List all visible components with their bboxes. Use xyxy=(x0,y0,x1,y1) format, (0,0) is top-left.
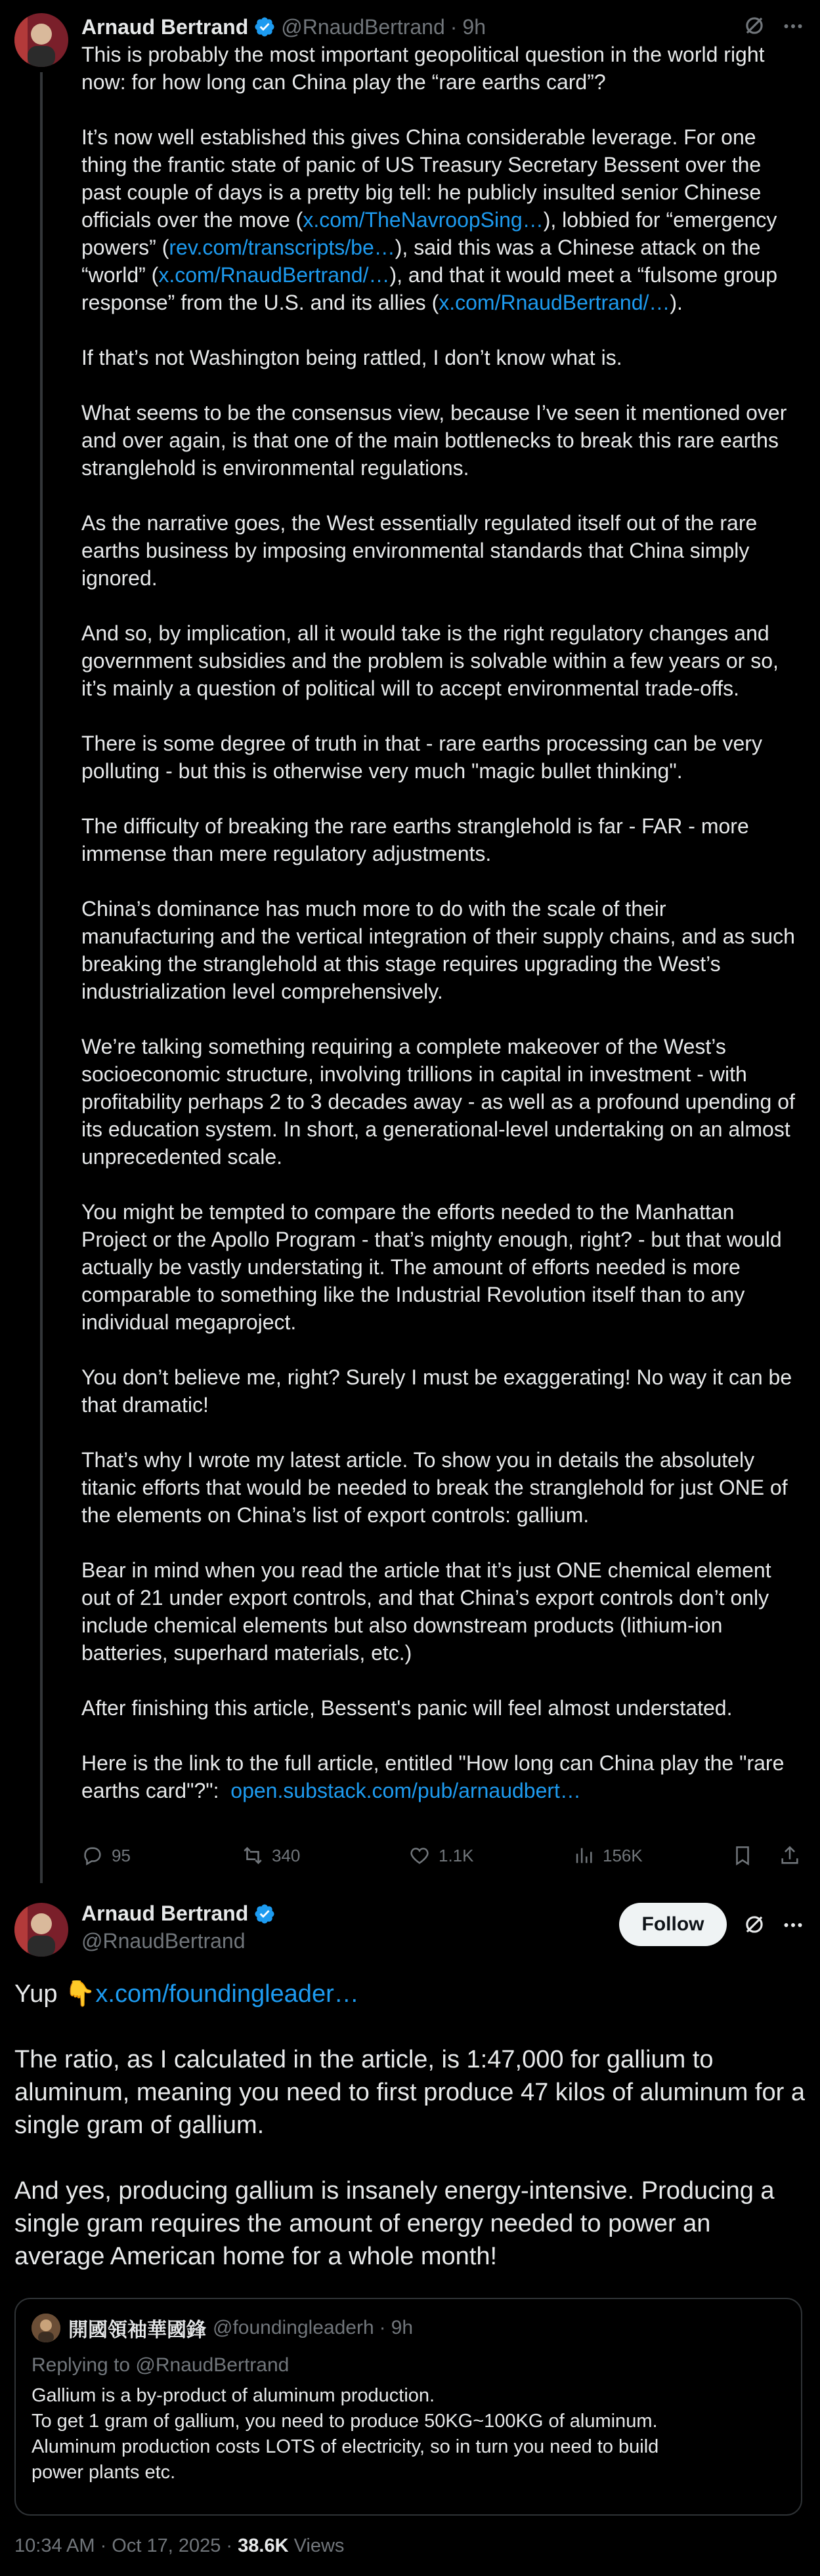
like-button[interactable] xyxy=(408,1842,474,1869)
bookmark-icon xyxy=(731,1844,754,1867)
tweet-header xyxy=(81,1901,281,1926)
link[interactable]: x.com/RnaudBertrand/… xyxy=(439,291,670,314)
author-name[interactable]: Arnaud Bertrand xyxy=(81,14,249,39)
thread-line xyxy=(40,72,43,1883)
text-span: What seems to be the consensus view, because I’ve seen it mentioned over and over again, is that one of the main bottlenecks to break this rare earths stranglehold is environmental regulations. xyxy=(81,401,793,480)
avatar[interactable] xyxy=(14,13,68,67)
text-span: After finishing this article, Bessent's panic will feel almost understated. xyxy=(81,1696,733,1720)
link[interactable]: rev.com/transcripts/be… xyxy=(169,236,395,259)
text-span: That’s why I wrote my latest article. To show you in details the absolutely titanic efforts that would be needed to break the stranglehold for just ONE of the elements on China’s list of export controls: gallium. xyxy=(81,1448,794,1527)
text-span: The ratio, as I calculated in the article, is 1:47,000 for gallium to aluminum, meaning you need to first produce 47 kilos of aluminum for a single gram of gallium. xyxy=(14,2046,812,2139)
more-icon[interactable] xyxy=(781,14,805,38)
repost-icon xyxy=(242,1844,264,1867)
views-button[interactable] xyxy=(572,1842,643,1869)
link[interactable]: x.com/foundingleader… xyxy=(95,1980,359,2008)
more-icon[interactable] xyxy=(781,1913,805,1937)
paragraph xyxy=(81,344,804,371)
paragraph xyxy=(81,1446,804,1529)
text-span: As the narrative goes, the West essentially regulated itself out of the rare earths business by imposing environmental standards that China simply ignored. xyxy=(81,511,764,590)
tweet-text xyxy=(81,41,804,1804)
grok-icon[interactable] xyxy=(742,1912,767,1937)
quoted-timestamp: 9h xyxy=(391,2317,414,2338)
share-button[interactable] xyxy=(779,1842,801,1869)
paragraph xyxy=(81,1556,804,1667)
paragraph xyxy=(81,123,804,316)
verified-badge-icon xyxy=(253,16,276,38)
verified-badge-icon xyxy=(253,1903,276,1925)
views-label: Views xyxy=(288,2535,345,2556)
like-count: 1.1K xyxy=(439,1845,474,1865)
quoted-author-handle: @foundingleaderh xyxy=(213,2317,374,2338)
reply-icon xyxy=(81,1844,104,1867)
post-time[interactable]: 10:34 AM · Oct 17, 2025 · xyxy=(14,2535,238,2556)
text-span: If that’s not Washington being rattled, I don’t know what is. xyxy=(81,346,622,369)
paragraph xyxy=(81,1694,804,1722)
text-span: It’s now well established this gives China considerable leverage. For one thing the frantic state of panic of US Treasury Secretary Bessent over the past couple of days is a pretty big tell: he publicly insulted senior Chinese officials over the move ( xyxy=(81,125,767,232)
like-icon xyxy=(408,1844,431,1867)
text-span: You don’t believe me, right? Surely I must be exaggerating! No way it can be that dramatic! xyxy=(81,1365,798,1417)
text-span: Yup 👇 xyxy=(14,1980,96,2008)
paragraph xyxy=(81,812,804,867)
paragraph xyxy=(81,509,804,592)
repost-button[interactable] xyxy=(242,1842,300,1869)
paragraph xyxy=(81,399,804,482)
avatar[interactable] xyxy=(14,1903,68,1957)
quoted-line: To get 1 gram of gallium, you need to produce 50KG~100KG of aluminum. xyxy=(32,2411,658,2432)
views-count: 156K xyxy=(603,1845,643,1865)
text-span: ), lobbied for “emergency powers” ( xyxy=(81,208,783,259)
text-span: There is some degree of truth in that - rare earths processing can be very polluting - but this is otherwise very much "magic bullet thinking". xyxy=(81,732,768,783)
grok-icon[interactable] xyxy=(742,13,767,38)
paragraph xyxy=(81,1363,804,1419)
text-span: You might be tempted to compare the efforts needed to the Manhattan Project or the Apollo Program - that’s mighty enough, right? - but that would actually be vastly understating it. The amount of efforts needed is more comparable to something like the Industrial Revolution itself than to any individual megaproject. xyxy=(81,1200,788,1334)
text-span: The difficulty of breaking the rare earths stranglehold is far - FAR - more immense than mere regulatory adjustments. xyxy=(81,814,755,865)
share-icon xyxy=(779,1844,801,1867)
replying-to: Replying to @RnaudBertrand xyxy=(32,2354,290,2376)
quoted-line: power plants etc. xyxy=(32,2462,176,2483)
text-span: And so, by implication, all it would take is the right regulatory changes and government subsidies and the problem is solvable within a few years or so, it’s mainly a question of political will to accept environmental trade-offs. xyxy=(81,621,785,700)
paragraph xyxy=(81,1749,804,1804)
paragraph xyxy=(81,619,804,702)
bookmark-button[interactable] xyxy=(731,1842,754,1869)
quoted-line: Gallium is a by-product of aluminum production. xyxy=(32,2385,435,2406)
paragraph xyxy=(81,1198,804,1336)
follow-button[interactable]: Follow xyxy=(619,1903,727,1946)
quoted-tweet-header: 開國領袖華國鋒 @foundingleaderh · 9h xyxy=(32,2314,413,2342)
paragraph xyxy=(81,41,804,96)
reply-count: 95 xyxy=(112,1845,131,1865)
link[interactable]: x.com/RnaudBertrand/… xyxy=(158,263,390,287)
paragraph xyxy=(81,730,804,785)
paragraph xyxy=(14,1978,806,2010)
link[interactable]: x.com/TheNavroopSing… xyxy=(303,208,544,232)
tweet-text xyxy=(14,1978,812,2273)
quoted-tweet[interactable] xyxy=(14,2298,802,2516)
tweet-footer xyxy=(14,2535,344,2557)
quoted-author-name: 開國領袖華國鋒 xyxy=(68,2319,206,2341)
paragraph xyxy=(14,2043,812,2142)
paragraph xyxy=(81,895,804,1005)
text-span: ). xyxy=(670,291,683,314)
author-handle[interactable]: @RnaudBertrand xyxy=(281,14,445,39)
views-icon xyxy=(572,1844,595,1867)
text-span: Bear in mind when you read the article that it’s just ONE chemical element out of 21 under export controls, and that China’s export controls don’t only include chemical elements but also downstream products (lithium-ion batteries, superhard materials, etc.) xyxy=(81,1558,777,1665)
paragraph xyxy=(14,2174,806,2273)
text-span: ), said this was a Chinese attack on the “world” ( xyxy=(81,236,767,287)
link[interactable]: open.substack.com/pub/arnaudbert… xyxy=(230,1779,581,1802)
avatar xyxy=(32,2314,60,2342)
text-span: China’s dominance has much more to do with the scale of their manufacturing and the vertical integration of their supply chains, and as such breaking the stranglehold at this stage requires upgrading the West’s industrialization level comprehensively. xyxy=(81,897,801,1003)
text-span: This is probably the most important geopolitical question in the world right now: for how long can China play the “rare earths card”? xyxy=(81,43,771,94)
author-name[interactable]: Arnaud Bertrand xyxy=(81,1901,249,1925)
timestamp[interactable]: 9h xyxy=(462,14,486,39)
text-span: ), and that it would meet a “fulsome group response” from the U.S. and its allies ( xyxy=(81,263,783,314)
text-span: And yes, producing gallium is insanely energy-intensive. Producing a single gram requires the amount of energy needed to power an average American home for a whole month! xyxy=(14,2177,782,2270)
text-span: We’re talking something requiring a complete makeover of the West’s socioeconomic structure, involving trillions in capital in investment - with profitability perhaps 2 to 3 decades away - as well as a profound upending of its education system. In short, a generational-level undertaking on an almost unprecedented scale. xyxy=(81,1035,801,1169)
views-count: 38.6K xyxy=(238,2535,289,2556)
author-handle[interactable]: @RnaudBertrand xyxy=(81,1929,246,1953)
paragraph xyxy=(81,1033,804,1171)
quoted-tweet-text xyxy=(32,2383,787,2485)
text-span: Here is the link to the full article, entitled "How long can China play the "rare earths card"?": xyxy=(81,1751,790,1802)
reply-button[interactable] xyxy=(81,1842,131,1869)
tweet-actions xyxy=(81,1842,804,1869)
tweet-header: Arnaud Bertrand @RnaudBertrand · 9h xyxy=(81,14,486,39)
quoted-line: Aluminum production costs LOTS of electricity, so in turn you need to build xyxy=(32,2436,659,2457)
repost-count: 340 xyxy=(272,1845,301,1865)
